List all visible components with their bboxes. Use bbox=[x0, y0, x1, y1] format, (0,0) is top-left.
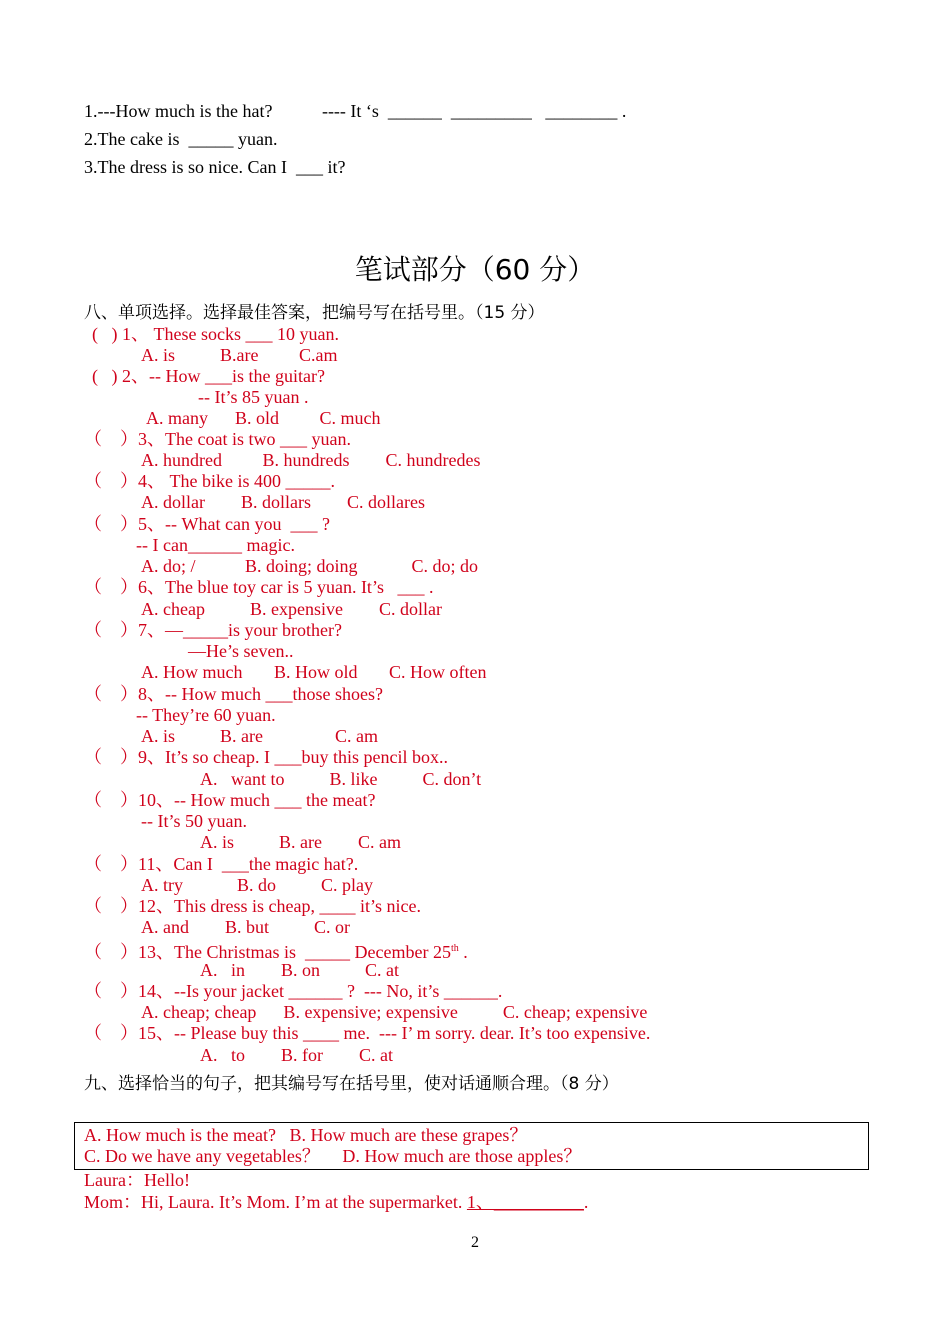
q14-stem: （ ）14、--Is your jacket ______ ? --- No, it’s ______. bbox=[84, 981, 503, 1001]
options-line-2: C. Do we have any vegetables？ D. How much are those apples？ bbox=[84, 1146, 582, 1166]
q12-stem: （ ）12、This dress is cheap, ____ it’s nice. bbox=[84, 896, 421, 916]
q15-stem: （ ）15、-- Please buy this ____ me. --- I’ m sorry. dear. It’s too expensive. bbox=[84, 1023, 651, 1043]
q1-options: A. is B.are C.am bbox=[141, 345, 338, 365]
q10-options: A. is B. are C. am bbox=[200, 832, 401, 852]
q12-options: A. and B. but C. or bbox=[141, 917, 350, 937]
q5-answer: -- I can______ magic. bbox=[136, 535, 295, 555]
q8-answer: -- They’re 60 yuan. bbox=[136, 705, 276, 725]
q13-options: A. in B. on C. at bbox=[200, 960, 400, 980]
section9-heading: 九、选择恰当的句子，把其编号写在括号里，使对话通顺合理。（8 分） bbox=[84, 1074, 619, 1094]
written-section-title: 笔试部分（60 分） bbox=[354, 253, 596, 286]
q8-options: A. is B. are C. am bbox=[141, 726, 378, 746]
q3-options: A. hundred B. hundreds C. hundredes bbox=[141, 450, 481, 470]
q10-answer: -- It’s 50 yuan. bbox=[141, 811, 247, 831]
q8-stem: （ ）8、-- How much ___those shoes? bbox=[84, 684, 383, 704]
q4-stem: （ ）4、 The bike is 400 _____. bbox=[84, 471, 335, 491]
q1-stem: ( ) 1、 These socks ___ 10 yuan. bbox=[92, 324, 339, 344]
options-line-1: A. How much is the meat? B. How much are these grapes？ bbox=[84, 1125, 528, 1145]
q14-options: A. cheap; cheap B. expensive; expensive C. cheap; expensive bbox=[141, 1002, 648, 1022]
dialog-line-2 bbox=[84, 1192, 588, 1213]
q3-stem: （ ）3、The coat is two ___ yuan. bbox=[84, 429, 351, 449]
q7-answer: —He’s seven.. bbox=[188, 641, 294, 661]
q2-answer: -- It’s 85 yuan . bbox=[198, 387, 309, 407]
q13-text: （ ）13、The Christmas is _____ December 25 bbox=[84, 942, 451, 962]
q5-options: A. do; / B. doing; doing C. do; do bbox=[141, 556, 479, 576]
q9-options: A. want to B. like C. don’t bbox=[200, 769, 482, 789]
q13-superscript: th bbox=[450, 943, 459, 954]
answer-blank-1[interactable]: 1、__________ bbox=[466, 1192, 584, 1212]
q10-stem: （ ）10、-- How much ___ the meat? bbox=[84, 790, 376, 810]
q2-stem: ( ) 2、-- How ___is the guitar? bbox=[92, 366, 325, 386]
q15-options: A. to B. for C. at bbox=[200, 1045, 393, 1065]
page-number: 2 bbox=[471, 1234, 479, 1251]
q2-options: A. many B. old C. much bbox=[146, 408, 381, 428]
q11-options: A. try B. do C. play bbox=[141, 875, 373, 895]
q13-period: . bbox=[458, 942, 468, 962]
q7-options: A. How much B. How old C. How often bbox=[141, 662, 487, 682]
dialog-line-2-text: Mom：Hi, Laura. It’s Mom. I’m at the supermarket. bbox=[84, 1192, 467, 1212]
q6-options: A. cheap B. expensive C. dollar bbox=[141, 599, 442, 619]
q9-stem: （ ）9、It’s so cheap. I ___buy this pencil box.. bbox=[84, 747, 448, 767]
dialog-line-2-end: . bbox=[583, 1192, 589, 1212]
listening-line-3: 3.The dress is so nice. Can I ___ it? bbox=[84, 157, 346, 177]
q6-stem: （ ）6、The blue toy car is 5 yuan. It’s ___ . bbox=[84, 577, 434, 597]
q7-stem: （ ）7、—_____is your brother? bbox=[84, 620, 342, 640]
q11-stem: （ ）11、Can I ___the magic hat?. bbox=[84, 854, 359, 874]
dialog-line-1: Laura：Hello! bbox=[84, 1170, 190, 1190]
listening-line-2: 2.The cake is _____ yuan. bbox=[84, 129, 278, 149]
listening-line-1: 1.---How much is the hat? ---- It ‘s ______ _________ ________ . bbox=[84, 101, 627, 121]
section8-heading: 八、单项选择。选择最佳答案，把编号写在括号里。（15 分） bbox=[84, 303, 545, 323]
q5-stem: （ ）5、-- What can you ___ ? bbox=[84, 514, 330, 534]
q4-options: A. dollar B. dollars C. dollares bbox=[141, 492, 425, 512]
